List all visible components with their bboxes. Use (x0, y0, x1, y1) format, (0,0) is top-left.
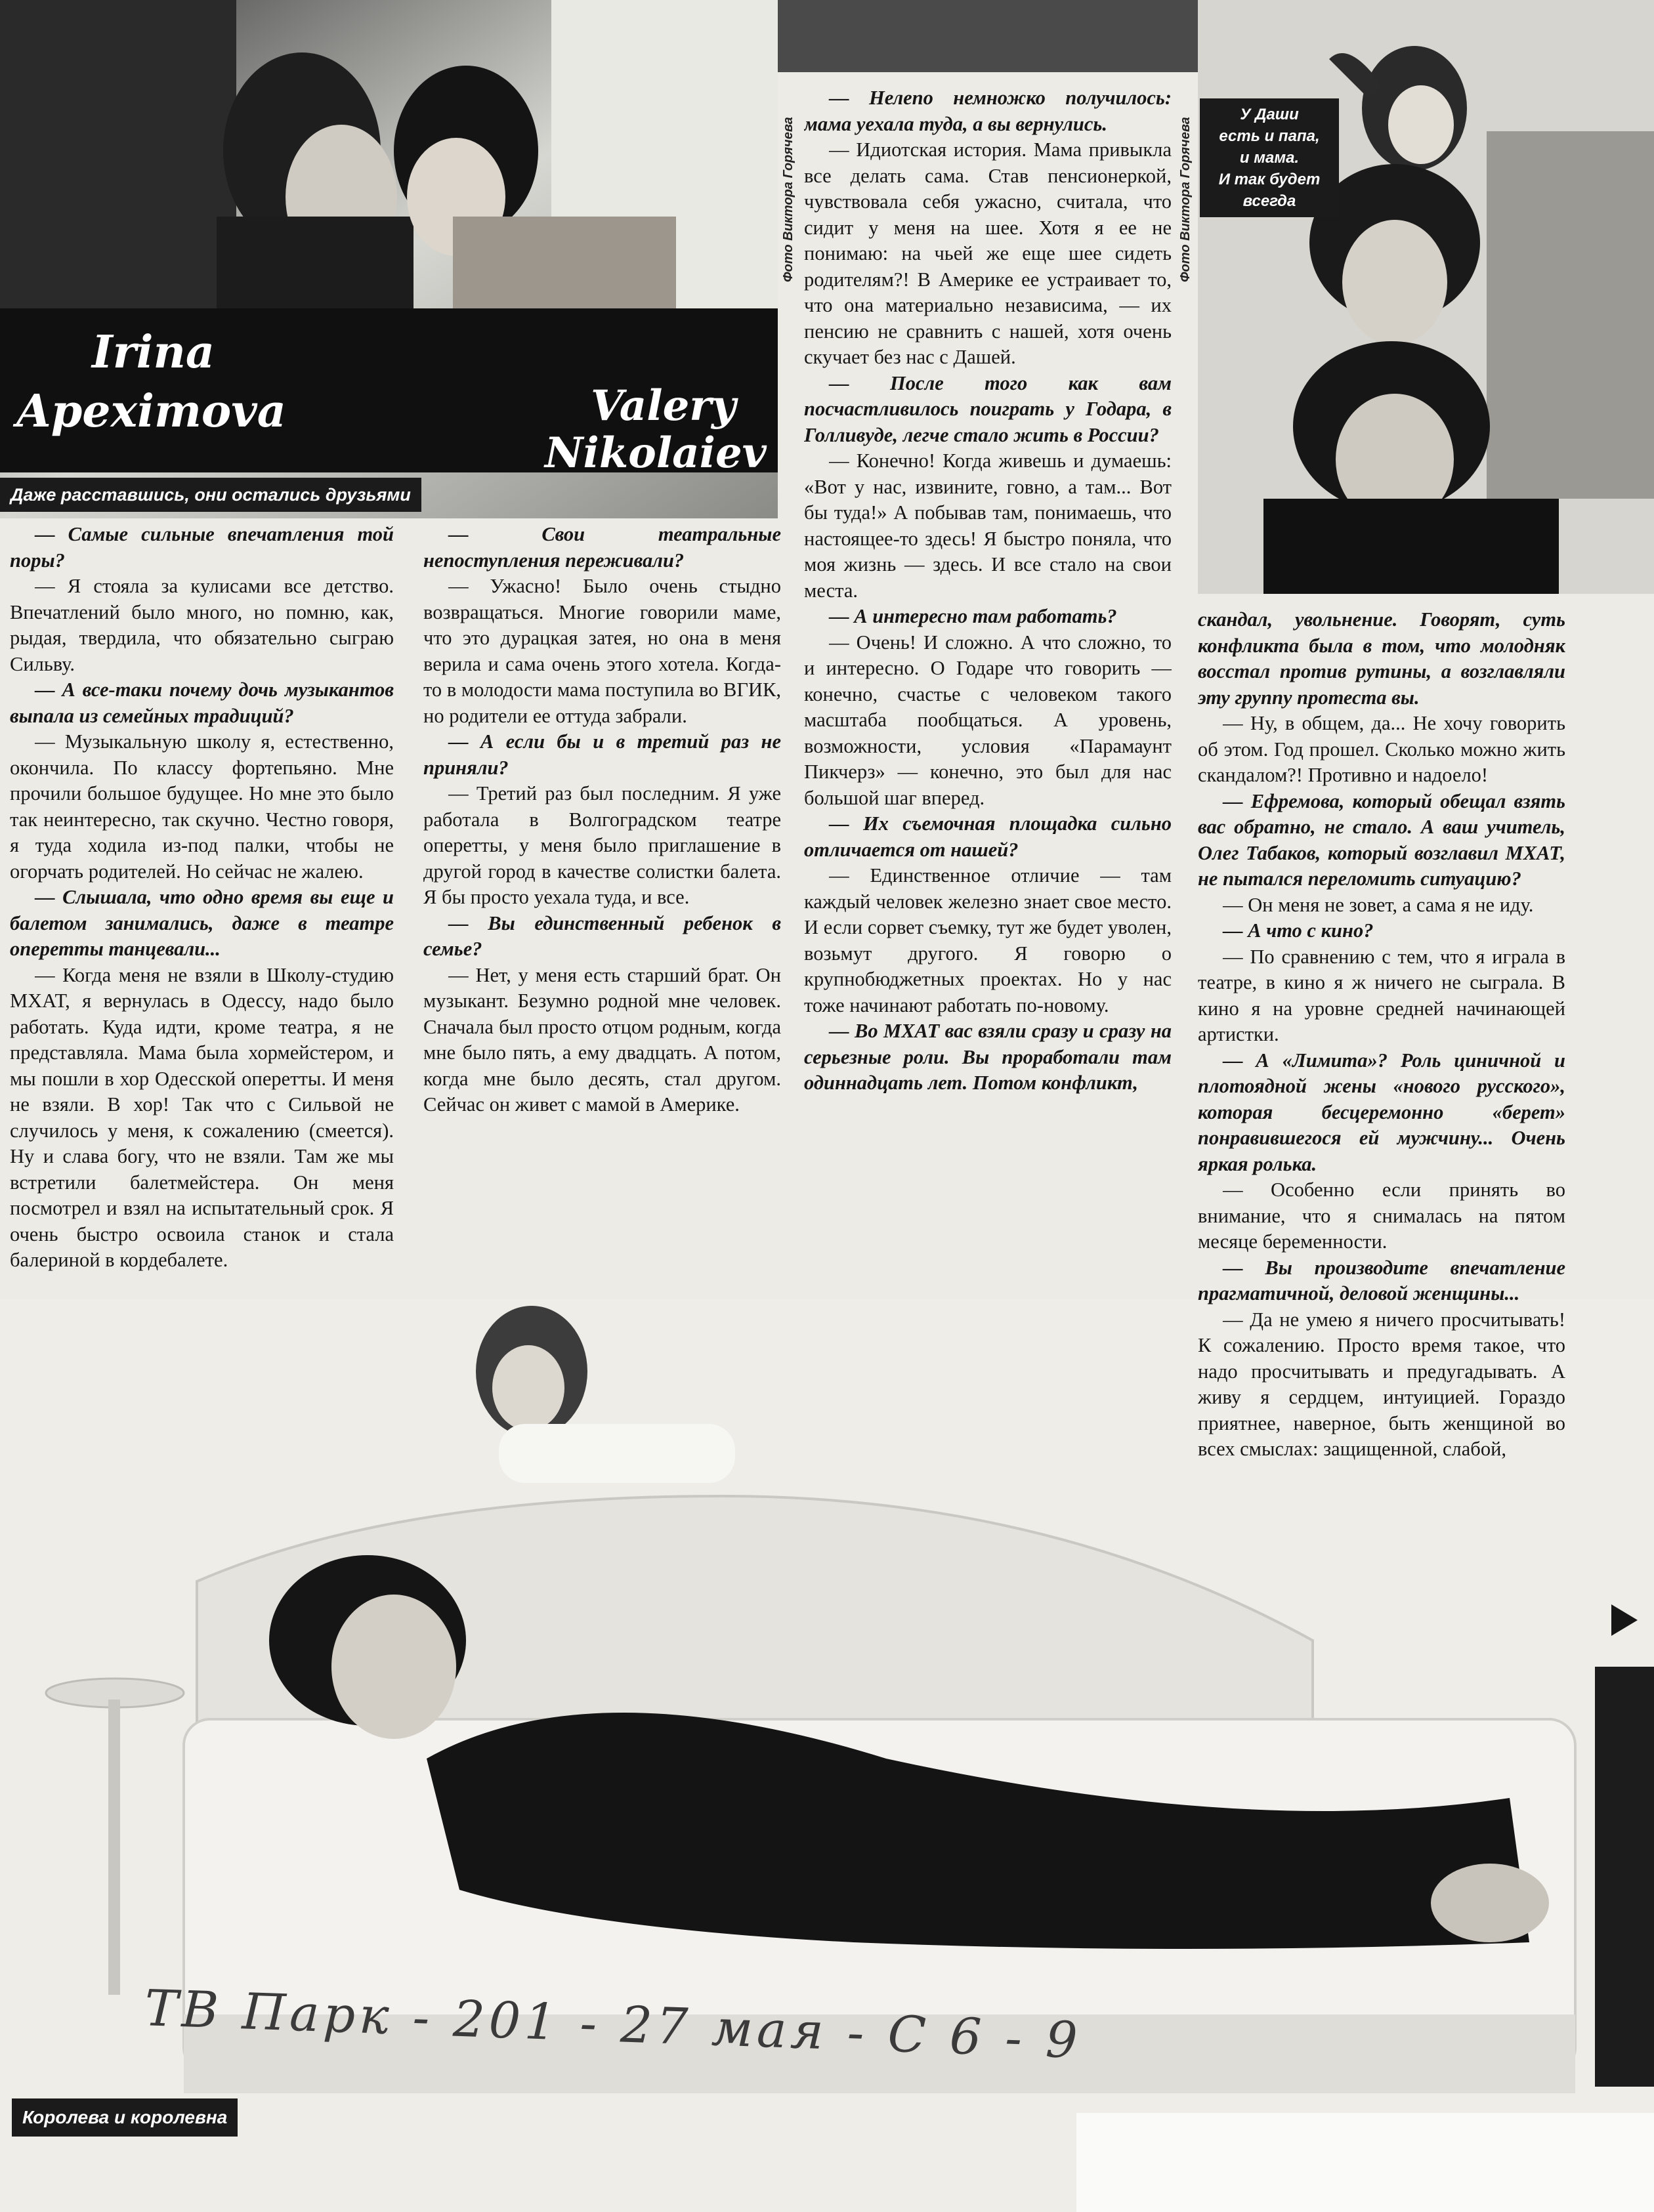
question: скандал, увольнение. Говорят, суть конфликта была в том, что молодняк восстал против рутины, а возглавляли эту группу протеста вы. (1198, 608, 1565, 709)
answer: — Третий раз был последним. Я уже работала в Волгоградском театре оперетты, у меня было приглашение в другой город в качестве солистки балета. Я бы просто уехала туда, и все. (423, 782, 781, 908)
text-column-4 (1198, 607, 1565, 1749)
question: — А «Лимита»? Роль циничной и плотоядной жены «нового русского», которая бесцеремонно «берет» понравившегося ей мужчину... Очень яркая ролька. (1198, 1049, 1565, 1175)
name-left-line2: Apeximova (16, 385, 286, 438)
text-column-1 (10, 522, 394, 1526)
photo-family-caption-line: и мама. (1239, 149, 1300, 167)
answer: — По сравнению с тем, что я играла в театре, в кино я ж ничего не сыграла. В кино я на уровне средней начинающей артистки. (1198, 945, 1565, 1045)
question: — Вы единственный ребенок в семье? (423, 911, 781, 960)
answer: — Он меня не зовет, а сама я не иду. (1223, 893, 1534, 916)
header-band (778, 0, 1198, 72)
name-right-line1: Valery (591, 381, 736, 430)
photo-actors-caption (0, 478, 421, 512)
question: — Ефремова, который обещал взять вас обратно, не стало. А ваш учитель, Олег Табаков, который возглавил МХАТ, не пытался переломить ситуацию? (1198, 789, 1565, 890)
photo-credit-1: Фото Виктора Горячева (781, 117, 795, 282)
question: — Вы производите впечатление прагматичной, деловой женщины... (1198, 1256, 1565, 1304)
photo-mother-daughter-caption-text: Королева и королевна (22, 2107, 228, 2127)
answer: — Когда меня не взяли в Школу-студию МХАТ, я вернулась в Одессу, надо было работать. Куда идти, кроме театра, я не представляла. Мама была хормейстером, и мы пошли в хор Одесской оперетты. И меня не взяли. В хор! Так что с Сильвой не случилось у меня, к сожалению (смеется). Ну и слава богу, что не взяли. Там же мы встретили балетмейстера. Он меня посмотрел и взял на испытательный срок. Я очень быстро освоила станок и стала балериной в кордебалете. (10, 963, 394, 1271)
question: — Свои театральные непоступления переживали? (423, 523, 781, 572)
text-column-2 (423, 522, 781, 1309)
answer: — Очень! И сложно. А что сложно, то и интересно. О Годаре что говорить — конечно, счастье с человеком такого масштаба пообщаться. А уровень, возможности, условия «Парамаунт Пикчерз» — конечно, это был для нас большой шаг вперед. (804, 631, 1172, 809)
photo-actors-couple (0, 0, 778, 518)
photo-credit-2: Фото Виктора Горячева (1178, 117, 1193, 282)
answer: — Ну, в общем, да... Не хочу говорить об этом. Год прошел. Сколько можно жить скандалом?! Противно и надоело! (1198, 712, 1565, 786)
answer: — Нет, у меня есть старший брат. Он музыкант. Безумно родной мне человек. Сначала был просто отцом родным, когда мне было пять, а ему двадцать. А потом, когда мне было десять, стал другом. Сейчас он живет с мамой в Америке. (423, 963, 781, 1116)
question: — А все-таки почему дочь музыкантов выпала из семейных традиций? (10, 678, 394, 727)
answer: — Ужасно! Было очень стыдно возвращаться. Многие говорили маме, что это дурацкая затея, но она в меня верила и сама очень этого хотела. Когда-то в молодости мама поступила во ВГИК, но родители ее оттуда забрали. (423, 575, 781, 727)
photo-family-caption-line: есть и папа, (1219, 127, 1320, 145)
question: — А что с кино? (1223, 919, 1374, 942)
photo-actors-caption-text: Даже расставшись, они остались друзьями (11, 484, 411, 505)
answer: — Единственное отличие — там каждый человек железно знает свое место. И если сорвет съемку, тут же будет уволен, возьмут другого. Я говорю о крупнобюджетных проектах. Но у нас тоже начинают работать по-новому. (804, 864, 1172, 1016)
handwritten-note: ТВ Парк - 201 - 27 мая - С 6 - 9 (143, 1978, 1083, 2070)
name-left-line1: Irina (92, 326, 215, 379)
answer: — Идиотская история. Мама привыкла все делать сама. Став пенсионеркой, чувствовала себя ужасно, считала, что сидит у меня на шее. Хотя я ее не понимаю: на чьей же еще шее сидеть родителям?! В Америке ее устраивает то, что она материально независима, — их пенсию не сравнить с нашей, хотя очень скучает без нас с Дашей. (804, 138, 1172, 368)
answer: — Особенно если принять во внимание, что я снималась на пятом месяце беременности. (1198, 1179, 1565, 1253)
question: — Слышала, что одно время вы еще и балетом занимались, даже в театре оперетты танцевали... (10, 886, 394, 960)
answer: — Я стояла за кулисами все детство. Впечатлений было много, но помню, как, рыдая, твердила, что обязательно сыграю Сильву. (10, 575, 394, 675)
text-column-3 (804, 85, 1172, 1490)
question: — Самые сильные впечатления той поры? (10, 523, 394, 572)
photo-family-caption (1200, 98, 1339, 217)
photo-family-caption-line: И так будет (1218, 171, 1321, 188)
question: — Во МХАТ вас взяли сразу и сразу на серьезные роли. Вы проработали там одиннадцать лет. Потом конфликт, (804, 1020, 1172, 1094)
question: — Их съемочная площадка сильно отличается от нашей? (804, 812, 1172, 861)
question: — А если бы и в третий раз не приняли? (423, 730, 781, 779)
paper-patch (1076, 2113, 1654, 2212)
photo-family-caption-line: всегда (1242, 192, 1296, 210)
answer: — Конечно! Когда живешь и думаешь: «Вот у нас, извините, говно, а там... Вот бы туда!» А побывав там, понимаешь, что настоящее-то здесь! Я быстро поняла, что моя жизнь — здесь. И все стало на свои места. (804, 449, 1172, 602)
question: — Нелепо немножко получилось: мама уехала туда, а вы вернулись. (804, 87, 1172, 135)
answer: — Да не умею я ничего просчитывать! К сожалению. Просто время такое, что надо просчитывать и предугадывать. А живу я сердцем, интуицией. Гораздо приятнее, наверное, быть женщиной во всех смыслах: защищенной, слабой, (1198, 1308, 1565, 1460)
question: — А интересно там работать? (829, 605, 1117, 627)
photo-mother-daughter-caption (12, 2098, 238, 2137)
question: — После того как вам посчастливилось поиграть у Годара, в Голливуде, легче стало жить в России? (804, 371, 1172, 446)
continue-arrow-icon (1611, 1604, 1638, 1636)
photo-family-caption-line: У Даши (1240, 106, 1299, 123)
name-right-line2: Nikolaiev (545, 428, 767, 478)
answer: — Музыкальную школу я, естественно, окончила. По классу фортепьяно. Мне прочили большое будущее. Но мне это было так неинтересно, так скучно. Честно говоря, я туда ходила из-под палки, чтобы не огорчать родителей. Но сейчас не жалею. (10, 730, 394, 883)
photo-family (1198, 0, 1654, 594)
